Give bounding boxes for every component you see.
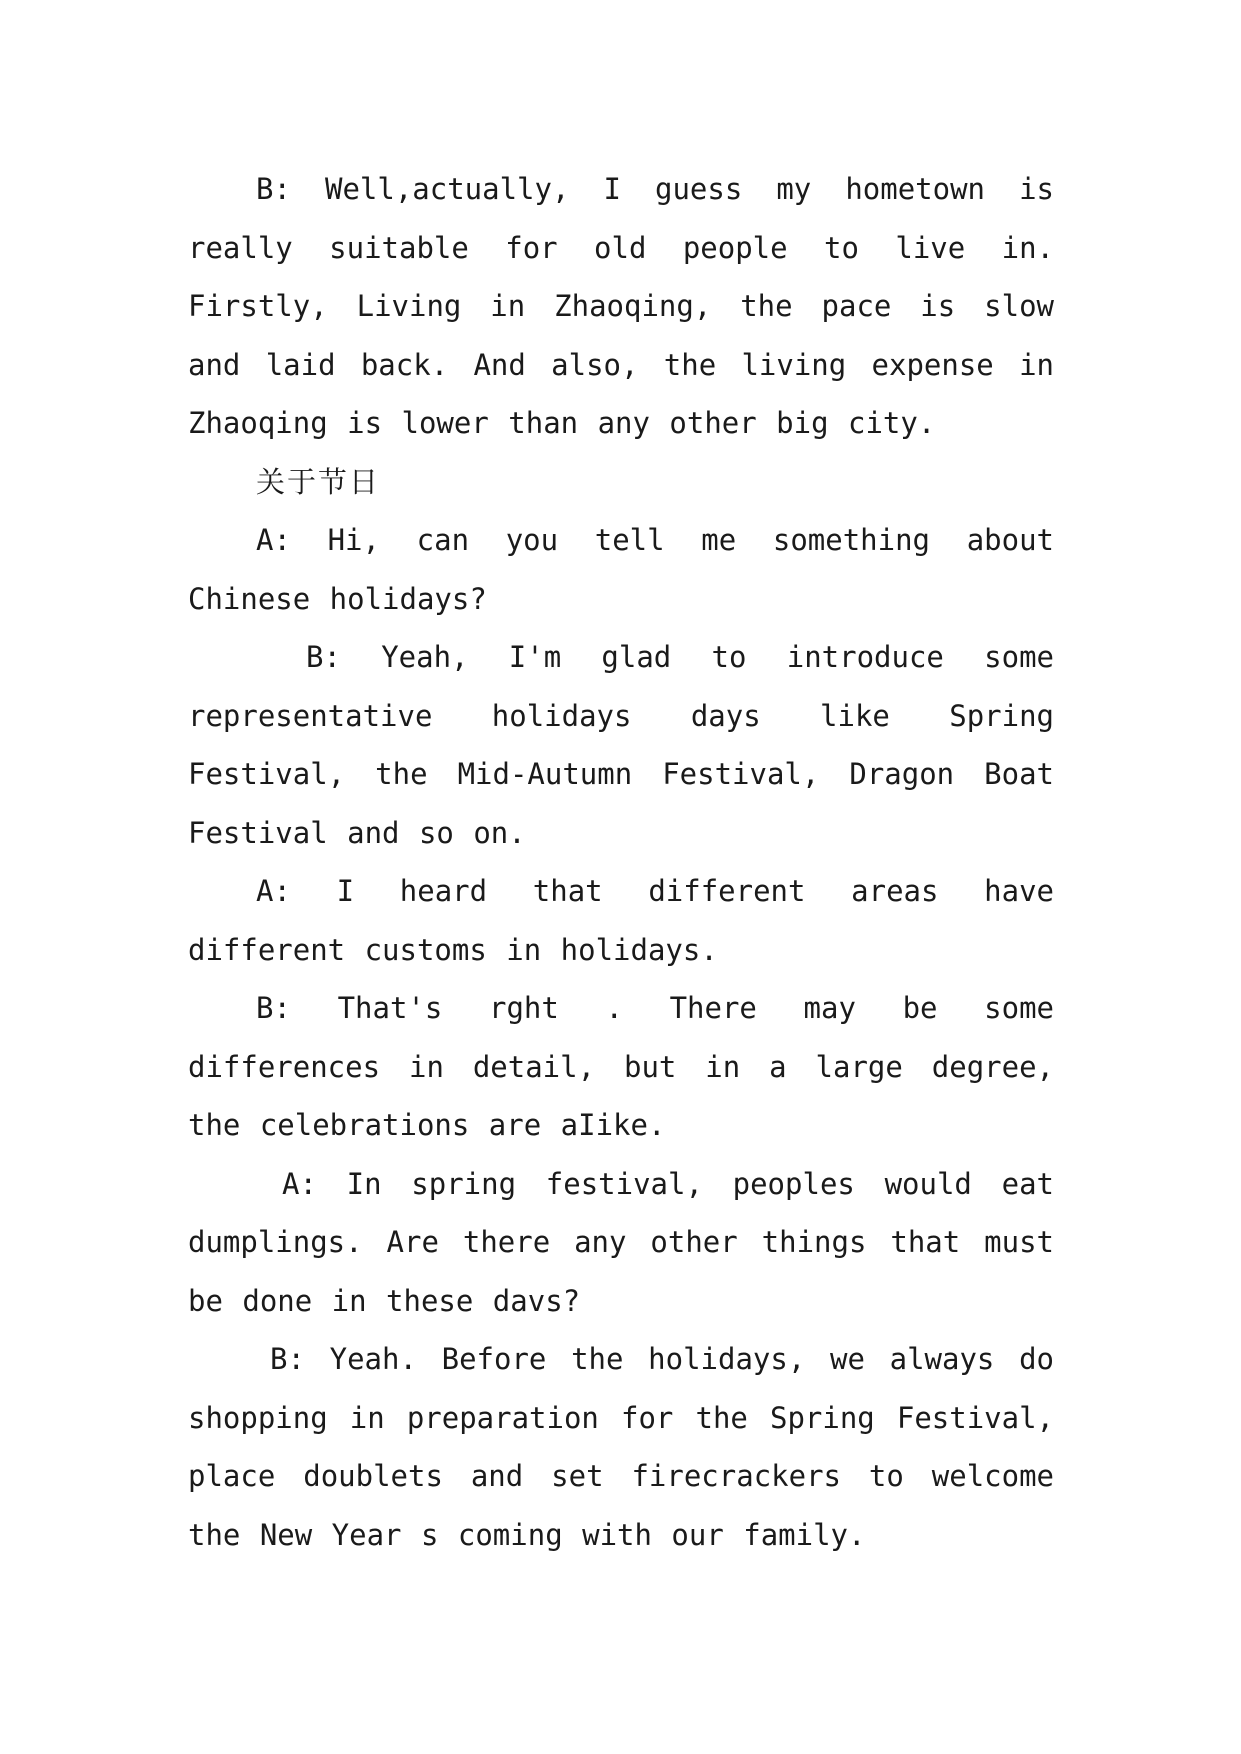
paragraph-spring-festival-answer: B: Yeah. Before the holidays, we always do shopping in preparation for the Spring Festival, place doublets and set firecrackers to welcome the New Year s coming with our family.: [188, 1342, 1054, 1552]
section-heading-holidays: 关于节日: [256, 464, 381, 499]
paragraph-spring-festival-question: A: In spring festival, peoples would eat dumplings. Are there any other things that must be done in these davs?: [188, 1166, 1054, 1318]
paragraph-hometown-answer: B: Well,actually, I guess my hometown is really suitable for old people to live in. Firstly, Living in Zhaoqing, the pace is slow and laid back. And also, the living expense in Zhaoqing is lower than any other big city.: [188, 172, 1054, 440]
paragraph-holidays-intro: B: Yeah, I'm glad to introduce some representative holidays days like Spring Festival, the Mid-Autumn Festival, Dragon Boat Festival and so on.: [188, 640, 1054, 850]
paragraph-customs-question: A: I heard that different areas have different customs in holidays.: [188, 874, 1054, 967]
paragraph-holidays-question: A: Hi, can you tell me something about Chinese holidays?: [188, 523, 1054, 616]
paragraph-customs-answer: B: That's rght . There may be some differences in detail, but in a large degree, the celebrations are aIike.: [188, 991, 1054, 1142]
document-page: [188, 160, 1054, 1564]
